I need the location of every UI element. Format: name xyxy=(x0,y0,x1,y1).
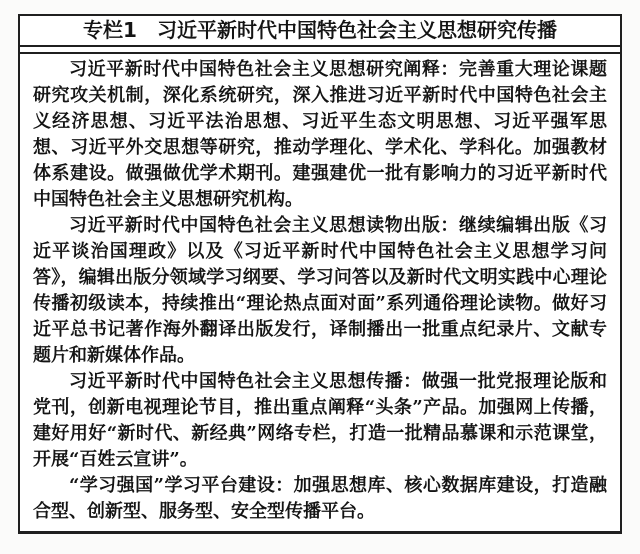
body-paragraph-dissemination: 习近平新时代中国特色社会主义思想传播：做强一批党报理论版和党刊，创新电视理论节目，推出重点阐释“头条”产品。加强网上传播，建好用好“新时代、新经典”网络专栏，打造一批精品慕课和示范课堂，开展“百姓云宣讲”。 xyxy=(33,371,607,470)
body-paragraph-publications: 习近平新时代中国特色社会主义思想读物出版：继续编辑出版《习近平谈治国理政》以及《习近平新时代中国特色社会主义思想学习问答》，编辑出版分领域学习纲要、学习问答以及新时代文明实践中心理论传播初级读本，持续推出“理论热点面对面”系列通俗理论读物。做好习近平总书记著作海外翻译出版发行，译制播出一批重点纪录片、文献专题片和新媒体作品。 xyxy=(33,215,607,366)
column-box xyxy=(18,14,622,534)
column-box-body xyxy=(20,52,620,531)
column-box-title: 专栏1 习近平新时代中国特色社会主义思想研究传播 xyxy=(20,16,620,47)
body-paragraph-platform: “学习强国”学习平台建设：加强思想库、核心数据库建设，打造融合型、创新型、服务型、安全型传播平台。 xyxy=(33,475,607,522)
body-paragraph-research: 习近平新时代中国特色社会主义思想研究阐释：完善重大理论课题研究攻关机制，深化系统研究，深入推进习近平新时代中国特色社会主义经济思想、习近平法治思想、习近平生态文明思想、习近平强军思想、习近平外交思想等研究，推动学理化、学术化、学科化。加强教材体系建设。做强做优学术期刊。建强建优一批有影响力的习近平新时代中国特色社会主义思想研究机构。 xyxy=(33,59,607,210)
